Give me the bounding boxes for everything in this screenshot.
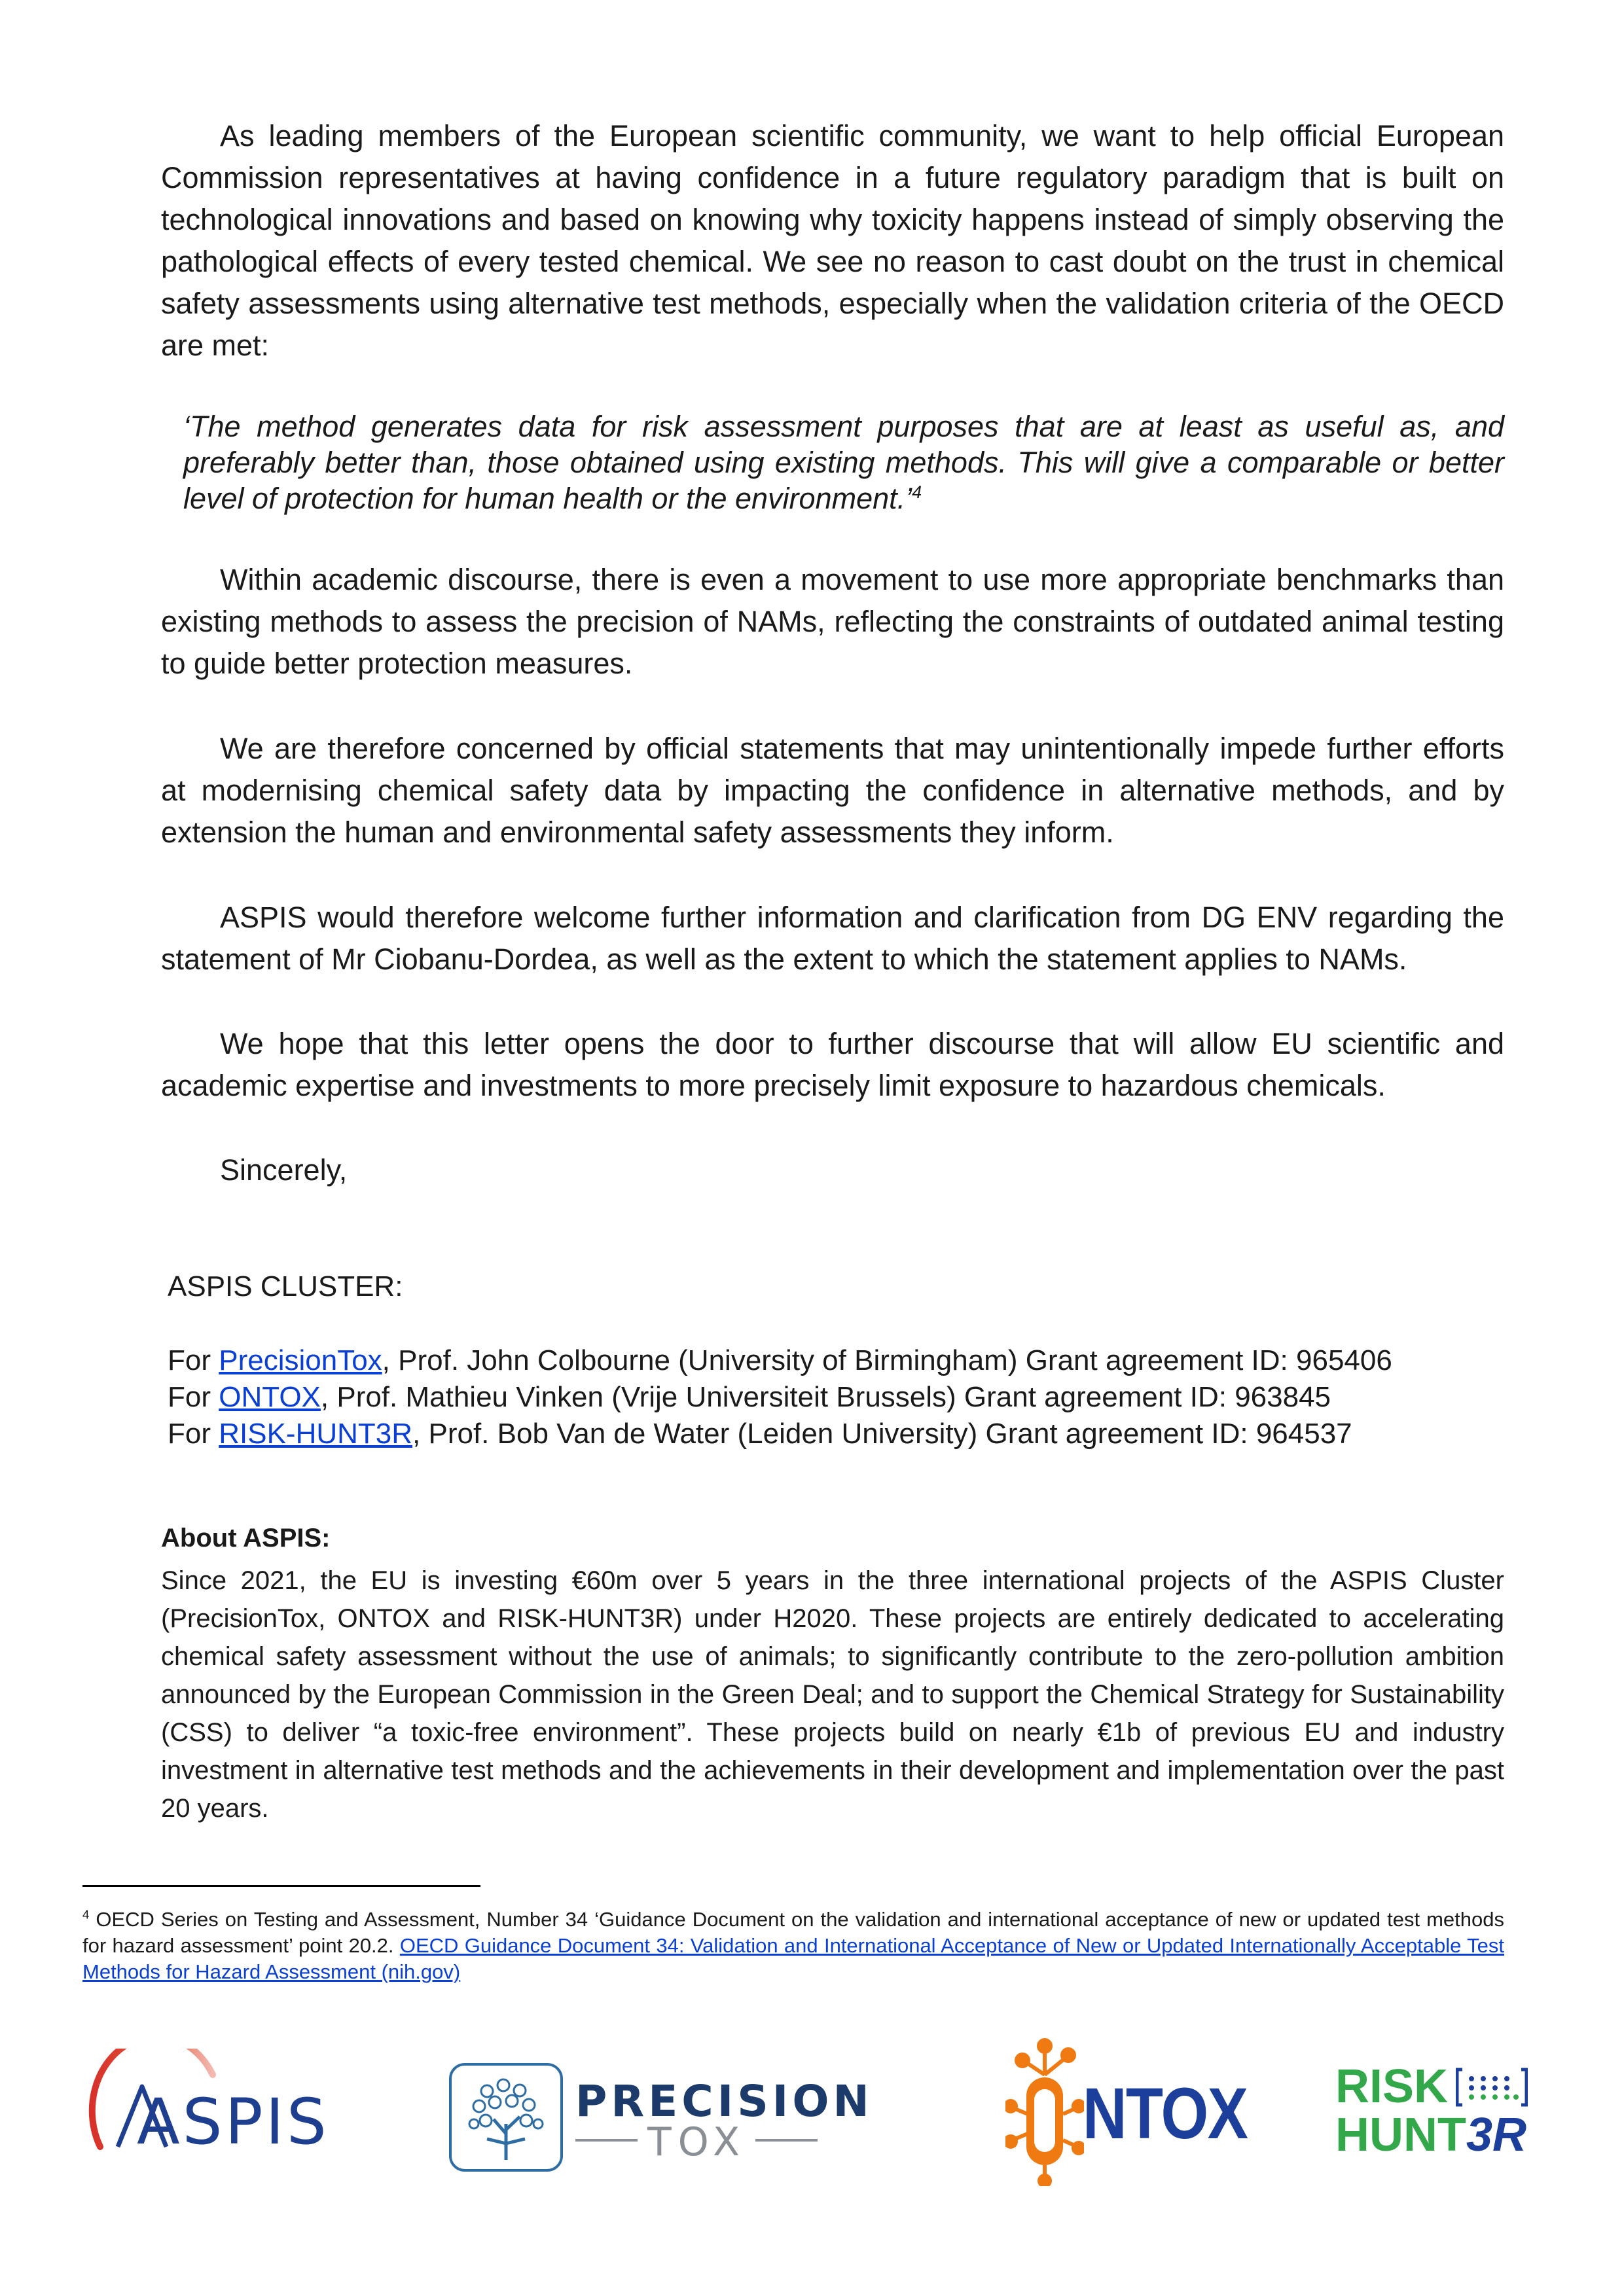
precision-rule-left: [575, 2139, 638, 2142]
footnote-ref: 4: [912, 482, 922, 502]
about-title: About ASPIS:: [161, 1524, 331, 1552]
risk-wordmark: RISK: [1335, 2060, 1449, 2113]
signature-line-riskhunt3r: For RISK-HUNT3R, Prof. Bob Van de Water (Leiden University) Grant agreement ID: 964537: [168, 1418, 1352, 1450]
hunt3r-wordmark: HUNT3R: [1335, 2109, 1527, 2161]
aspis-wordmark: ASPIS: [137, 2085, 329, 2159]
oecd-quote-text: ‘The method generates data for risk assessment purposes that are at least as useful as, and preferably better than, those obtained using existing methods. This will give a comparable or better level of protection for human health or the environment.’: [183, 410, 1504, 515]
precisiontox-link[interactable]: PrecisionTox: [219, 1344, 382, 1376]
oecd-quote: [183, 408, 1504, 516]
precisiontox-logo: [448, 2062, 873, 2173]
riskhunt3r-logo: [1335, 2062, 1545, 2173]
dot-grid-icon: [1456, 2067, 1528, 2108]
riskhunt3r-link[interactable]: RISK-HUNT3R: [219, 1418, 413, 1450]
ontox-link[interactable]: ONTOX: [219, 1381, 321, 1413]
signature-line-precisiontox: For PrecisionTox, Prof. John Colbourne (University of Birmingham) Grant agreement ID: 965406: [168, 1344, 1392, 1376]
about-text: Since 2021, the EU is investing €60m over 5 years in the three international projects of the ASPIS Cluster (PrecisionTox, ONTOX and RISK-HUNT3R) under H2020. These projects are entirely dedicated to accelerating chemical safety assessment without the use of animals; to significantly contribute to the zero-pollution ambition announced by the European Commission in the Green Deal; and to support the Chemical Strategy for Sustainability (CSS) to deliver “a toxic-free environment”. These projects build on nearly €1b of previous EU and industry investment in alternative test methods and the achievements in their development and implementation over the past 20 years.: [161, 1566, 1504, 1823]
footnote-number: 4: [82, 1907, 90, 1922]
footnote-divider: [82, 1885, 480, 1887]
paragraph-hope: We hope that this letter opens the door to further discourse that will allow EU scientific and academic expertise and investments to more precisely limit exposure to hazardous chemicals.: [161, 1027, 1504, 1102]
tox-wordmark: TOX: [647, 2119, 747, 2165]
paragraph-benchmarks: Within academic discourse, there is even a movement to use more appropriate benchmarks than existing methods to assess the precision of NAMs, reflecting the constraints of outdated animal testing to guide better protection measures.: [161, 563, 1504, 680]
closing: Sincerely,: [220, 1153, 348, 1187]
precision-wordmark: PRECISION: [575, 2076, 873, 2126]
footnote-text: OECD Series on Testing and Assessment, Number 34 ‘Guidance Document on the validation and international acceptance of new or updated test methods for hazard assessment’ point 20.2.: [82, 1908, 1504, 1957]
signature-line-ontox: For ONTOX, Prof. Mathieu Vinken (Vrije Universiteit Brussels) Grant agreement ID: 963845: [168, 1381, 1331, 1413]
precision-rule-right: [755, 2139, 818, 2142]
ontox-logo: [1005, 2036, 1248, 2186]
footnote: [82, 1907, 1504, 1985]
ontox-wordmark: NTOX: [1083, 2073, 1248, 2154]
oecd-guidance-link[interactable]: OECD Guidance Document 34: Validation and International Acceptance of New or Updated Internationally Acceptable Test Methods for Hazard Assessment (nih.gov): [82, 1934, 1504, 1983]
molecule-flask-icon: [1005, 2036, 1084, 2186]
paragraph-request: ASPIS would therefore welcome further information and clarification from DG ENV regarding the statement of Mr Ciobanu-Dordea, as well as the extent to which the statement applies to NAMs.: [161, 901, 1504, 976]
cluster-label: ASPIS CLUSTER:: [168, 1270, 403, 1302]
paragraph-intro: As leading members of the European scientific community, we want to help official European Commission representatives at having confidence in a future regulatory paradigm that is built on technological innovations and based on knowing why toxicity happens instead of simply observing the pathological effects of every tested chemical. We see no reason to cast doubt on the trust in chemical safety assessments using alternative test methods, especially when the validation criteria of the OECD are met:: [161, 119, 1504, 362]
tree-icon: [448, 2062, 566, 2173]
aspis-logo: [88, 2049, 337, 2160]
paragraph-concern: We are therefore concerned by official statements that may unintentionally impede further efforts at modernising chemical safety data by impacting the confidence in alternative methods, and by extension the human and environmental safety assessments they inform.: [161, 732, 1504, 849]
